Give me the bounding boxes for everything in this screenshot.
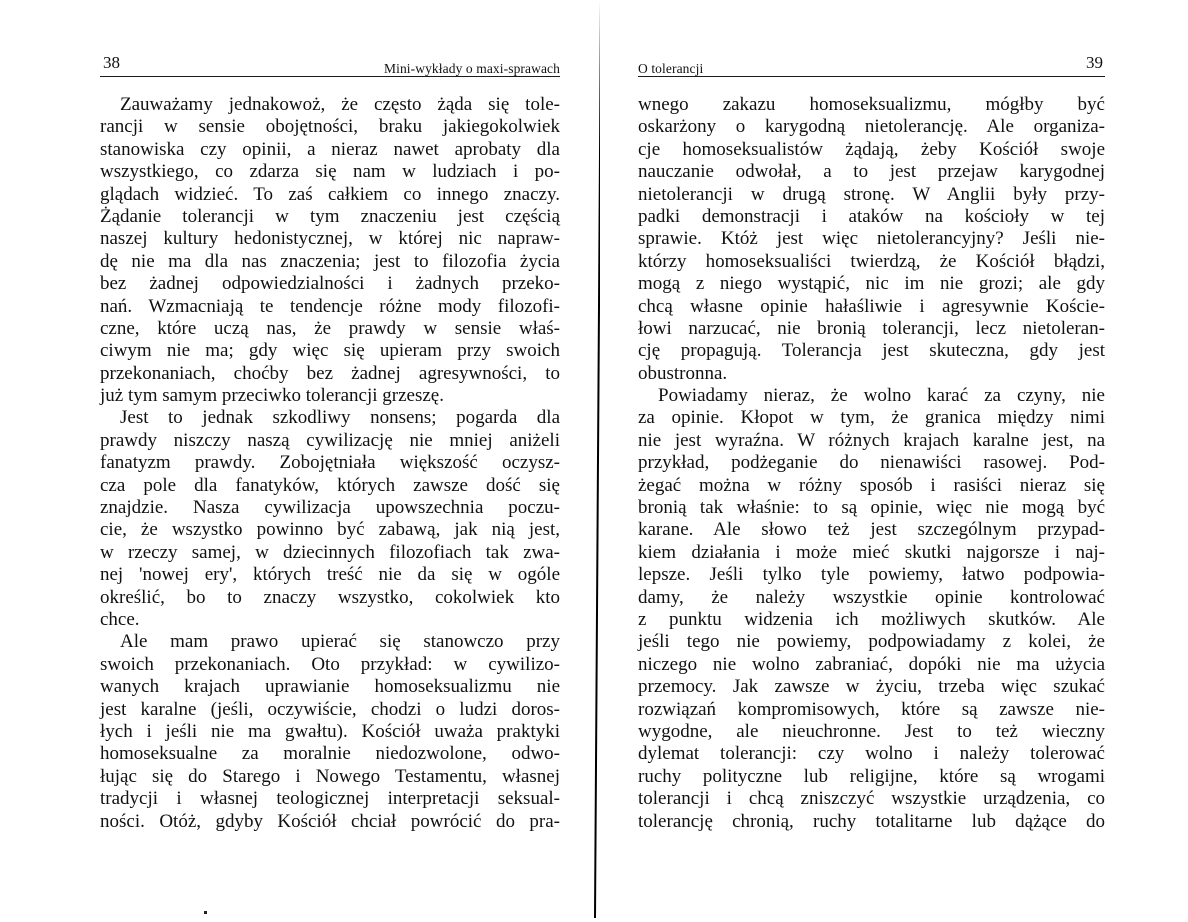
text-line: chce. (100, 608, 140, 630)
text-line: łując się do Starego i Nowego Testamentu, własnej (100, 765, 560, 787)
text-line: łowi narzucać, nie bronią tolerancji, lecz nietoleran- (638, 317, 1105, 339)
text-line: cza pole dla fanatyków, których zawsze dość się (100, 474, 560, 496)
left-page-body-text (100, 94, 560, 833)
text-line: glądach widzieć. To zaś całkiem co innego znaczy. (100, 183, 560, 205)
text-line: rozwiązań kompromisowych, które są zawsze nie- (638, 698, 1105, 720)
text-line: znajdzie. Nasza cywilizacja upowszechnia poczu- (100, 497, 560, 519)
left-page (100, 0, 560, 918)
text-line: Powiadamy nieraz, że wolno karać za czyny, nie (658, 385, 1105, 407)
text-line: ruchy polityczne lub religijne, które są wrogami (638, 765, 1105, 787)
text-line: tradycji i własnej teologicznej interpretacji seksual- (100, 788, 560, 810)
text-line: Jest to jednak szkodliwy nonsens; pogarda dla (120, 407, 560, 429)
text-line: czne, które uczą nas, że prawdy w sensie właś- (100, 317, 560, 339)
text-line: sprawie. Któż jest więc nietolerancyjny? Jeśli nie- (638, 228, 1105, 250)
text-line: wnego zakazu homoseksualizmu, mógłby być (638, 94, 1105, 115)
text-line: wszystkiego, co zdarza się nam w ludziach i po- (100, 161, 560, 183)
text-line: z punktu widzenia ich możliwych skutków. Ale (638, 608, 1105, 630)
text-line: łych i jeśli nie ma gwałtu). Kościół uważa praktyki (100, 720, 560, 742)
text-line: dę nie ma dla nas znaczenia; jest to filozofia życia (100, 250, 560, 272)
text-line: przemocy. Jak zawsze w życiu, trzeba więc szukać (638, 676, 1105, 698)
text-line: oskarżony o karygodną nietolerancję. Ale organiza- (638, 116, 1105, 138)
text-line: lepsze. Jeśli tylko tyle powiemy, łatwo podpowia- (638, 564, 1105, 586)
scan-speck (204, 911, 207, 914)
text-line: swoich przekonaniach. Oto przykład: w cywilizo- (100, 653, 560, 675)
text-line: wanych krajach uprawianie homoseksualizmu nie (100, 676, 560, 698)
text-line: Żądanie tolerancji w tym znaczeniu jest częścią (100, 205, 560, 227)
text-line: bez żadnej odpowiedzialności i żadnych przeko- (100, 273, 560, 295)
text-line: już tym samym przeciwko tolerancji grzeszę. (100, 385, 444, 407)
text-line: niczego nie wolno zabraniać, dopóki nie ma użycia (638, 653, 1105, 675)
text-line: kiem działania i może mieć skutki najgorsze i naj- (638, 541, 1105, 563)
text-line: nietolerancji w drugą stronę. W Anglii były przy- (638, 183, 1105, 205)
text-line: jest karalne (jeśli, oczywiście, chodzi o ludzi doros- (100, 698, 560, 720)
text-line: mogą z niego wystąpić, nic im nie grozi; ale gdy (638, 273, 1105, 295)
text-line: określić, bo to znaczy wszystko, cokolwiek kto (100, 586, 560, 608)
text-line: ciwym nie ma; gdy więc się upieram przy swoich (100, 340, 560, 362)
text-line: cie, że wszystko powinno być zabawą, jak nią jest, (100, 519, 560, 541)
text-line: stanowiska czy opinii, a nieraz nawet aprobaty dla (100, 138, 560, 160)
text-line: chcą własne opinie hałaśliwie i agresywnie Koście- (638, 295, 1105, 317)
page-number-right: 39 (1086, 53, 1103, 72)
text-line: w rzeczy samej, w dziecinnych filozofiach tak zwa- (100, 541, 560, 563)
text-line: nauczanie odwołał, a to jest przejaw karygodnej (638, 161, 1105, 183)
text-line: karane. Ale słowo też jest szczególnym przypad- (638, 519, 1105, 541)
text-line: bronią tak właśnie: to są opinie, więc nie mogą być (638, 497, 1105, 519)
text-line: nie jest wyraźna. W różnych krajach karalne jest, na (638, 429, 1105, 451)
running-head-left (100, 50, 560, 77)
text-line: prawdy niszczy naszą cywilizację nie mniej aniżeli (100, 429, 560, 451)
text-line: tolerancję chronią, ruchy totalitarne lub dążące do (638, 810, 1105, 832)
page-number-left: 38 (103, 53, 120, 72)
text-line: Ale mam prawo upierać się stanowczo przy (120, 631, 560, 653)
text-line: rancji w sensie obojętności, braku jakiegokolwiek (100, 116, 560, 138)
running-head-right (638, 50, 1105, 77)
text-line: którzy homoseksualiści twierdzą, że Kościół błądzi, (638, 250, 1105, 272)
text-line: nej 'nowej ery', których treść nie da się w ogóle (100, 564, 560, 586)
text-line: za opinie. Kłopot w tym, że granica między nimi (638, 407, 1105, 429)
text-line: damy, że należy wszystkie opinie kontrolować (638, 586, 1105, 608)
text-line: żegać można w różny sposób i rasiści nieraz się (638, 474, 1105, 496)
text-line: homoseksualne za moralnie niedozwolone, odwo- (100, 743, 560, 765)
text-line: ności. Otóż, gdyby Kościół chciał powrócić do pra- (100, 810, 560, 832)
right-page (638, 0, 1105, 918)
text-line: naszej kultury hedonistycznej, w której nic napraw- (100, 228, 560, 250)
text-line: cje homoseksualistów żądają, żeby Kościół swoje (638, 138, 1105, 160)
text-line: przekonaniach, choćby bez żadnej agresywności, to (100, 362, 560, 384)
text-line: dylemat tolerancji: czy wolno i należy tolerować (638, 743, 1105, 765)
right-page-body-text (638, 94, 1105, 833)
text-line: wygodne, ale nieuchronne. Jest to też wieczny (638, 720, 1105, 742)
running-title-left: Mini-wykłady o maxi-sprawach (383, 61, 560, 76)
running-title-right: O tolerancji (638, 61, 704, 76)
text-line: nań. Wzmacniają te tendencje różne mody filozofi- (100, 295, 560, 317)
text-line: jeśli tego nie powiemy, podpowiadamy z kolei, że (638, 631, 1105, 653)
text-line: fanatyzm prawdy. Zobojętniała większość oczysz- (100, 452, 560, 474)
text-line: obustronna. (638, 362, 728, 384)
text-line: Zauważamy jednakowoż, że często żąda się tole- (120, 94, 560, 115)
spine-line (594, 0, 600, 918)
text-line: padki demonstracji i ataków na kościoły w tej (638, 205, 1105, 227)
book-spine-gutter (594, 0, 600, 918)
text-line: cję propagują. Tolerancja jest skuteczna, gdy jest (638, 340, 1105, 362)
text-line: przykład, podżeganie do nienawiści rasowej. Pod- (638, 452, 1105, 474)
text-line: tolerancji i chcą zniszczyć wszystkie urządzenia, co (638, 788, 1105, 810)
